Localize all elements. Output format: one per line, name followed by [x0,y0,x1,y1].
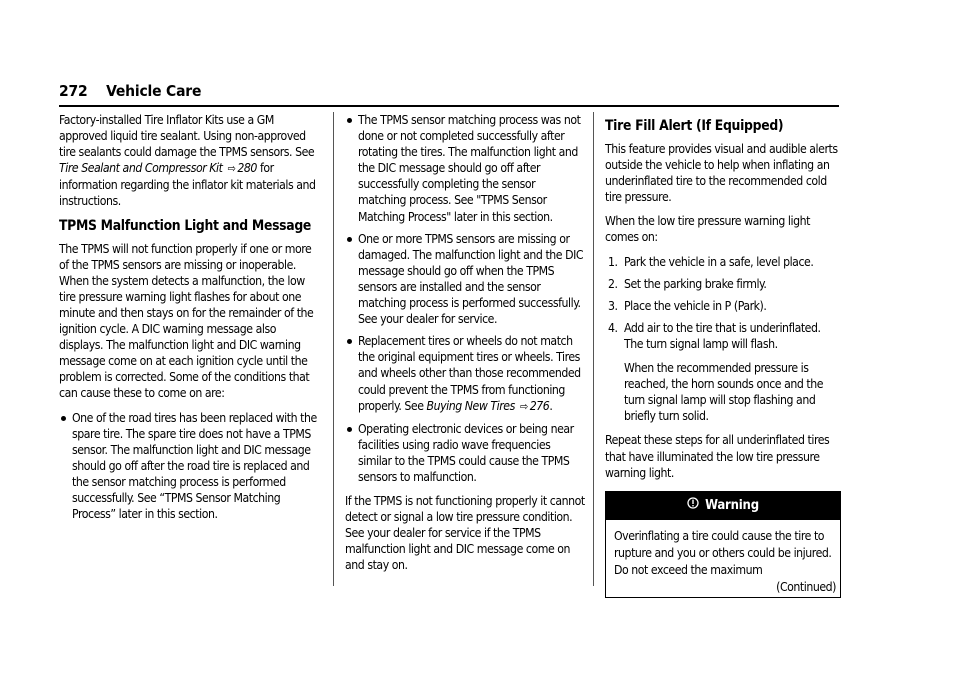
list-item: One or more TPMS sensors are missing or damaged. The malfunction light and the DIC message should go off when the TPMS sensors are installed and the sensor matching process is performed successfully. See your dealer for service. [345,231,585,328]
column-divider [333,112,334,586]
section-title: Vehicle Care [106,82,202,100]
list-item: The TPMS sensor matching process was not done or not completed successfully after rotating the tires. The malfunction light and the DIC message should go off after successfully completing the sensor matching process. See "TPMS Sensor Matching Process" later in this section. [345,112,585,225]
list-item: 2. Set the parking brake firmly. [608,276,767,291]
intro-paragraph: Factory-installed Tire Inflator Kits use a GM approved liquid tire sealant. Using non-approved tire sealants could damage the TPMS sensors. See Tire Sealant and Compressor Kit ⇨ 280 for information regarding the inflator kit materials and instructions. [59,113,316,209]
tire-fill-intro: This feature provides visual and audible alerts outside the vehicle to help when inflating an underinflated tire to the recommended cold tire pressure. [605,142,838,205]
page-number: 272 [59,82,88,100]
warning-title: Warning [705,497,759,513]
column-divider [593,112,594,586]
steps-list [605,254,841,425]
tire-sealant-link[interactable]: Tire Sealant and Compressor Kit [59,161,223,176]
closing-paragraph: If the TPMS is not functioning properly it cannot detect or signal a low tire pressure condition. See your dealer for service if the TPMS malfunction light and DIC message come on and stay on. [345,494,585,573]
page-header [59,82,201,100]
list-item: Replacement tires or wheels do not match the original equipment tires or wheels. Tires and wheels other than those recommended could prevent the TPMS from functioning properly. See Buying New Tires ⇨ 276. [345,333,585,414]
page-reference-icon: ⇨ [227,162,236,176]
column-left [59,112,323,530]
warning-box [605,491,841,598]
column-right [605,112,841,598]
tpms-malfunction-body: The TPMS will not function properly if one or more of the TPMS sensors are missing or inoperable. When the system detects a malfunction, the low tire pressure warning light flashes for about one minute and then stays on for the remainder of the ignition cycle. A DIC warning message also displays. The malfunction light and DIC warning message come on at each ignition cycle until the problem is corrected. Some of the conditions that can cause these to come on are: [59,241,314,401]
tpms-malfunction-heading: TPMS Malfunction Light and Message [59,217,312,234]
condition-list [345,112,585,485]
column-middle [345,112,585,582]
list-item: Operating electronic devices or being near facilities using radio wave frequencies similar to the TPMS could cause the TPMS sensors to malfunction. [345,421,585,485]
page-ref-280[interactable]: 280 [237,161,257,176]
warning-text: Overinflating a tire could cause the tire to rupture and you or others could be injured. Do not exceed the maximum [614,528,832,577]
condition-list [59,410,323,523]
continued-label: (Continued) [776,579,836,594]
buying-new-tires-link[interactable]: Buying New Tires [426,398,515,413]
warning-icon [687,497,699,514]
page-ref-276[interactable]: 276 [529,398,550,413]
step-4-note: When the recommended pressure is reached, the horn sounds once and the turn signal lamp will stop flashing and briefly turn solid. [624,361,824,424]
list-item: 3. Place the vehicle in P (Park). [608,298,767,313]
page-reference-icon: ⇨ [519,399,528,413]
list-item: One of the road tires has been replaced with the spare tire. The spare tire does not have a TPMS sensor. The malfunction light and DIC message should go off after the road tire is replaced and the sensor matching process is performed successfully. See “TPMS Sensor Matching Process” later in this section. [59,410,323,523]
header-rule [59,105,839,107]
tire-fill-alert-heading: Tire Fill Alert (If Equipped) [605,118,784,134]
repeat-paragraph: Repeat these steps for all underinflated tires that have illuminated the low tire pressure warning light. [605,433,830,480]
steps-lead: When the low tire pressure warning light comes on: [605,214,810,245]
warning-header [606,492,840,520]
list-item: 4. Add air to the tire that is underinflated. The turn signal lamp will flash. When the recommended pressure is reached, the horn sounds once and the turn signal lamp will stop flashing and briefly turn solid. [605,320,841,425]
list-item: 1. Park the vehicle in a safe, level place. [608,254,814,269]
